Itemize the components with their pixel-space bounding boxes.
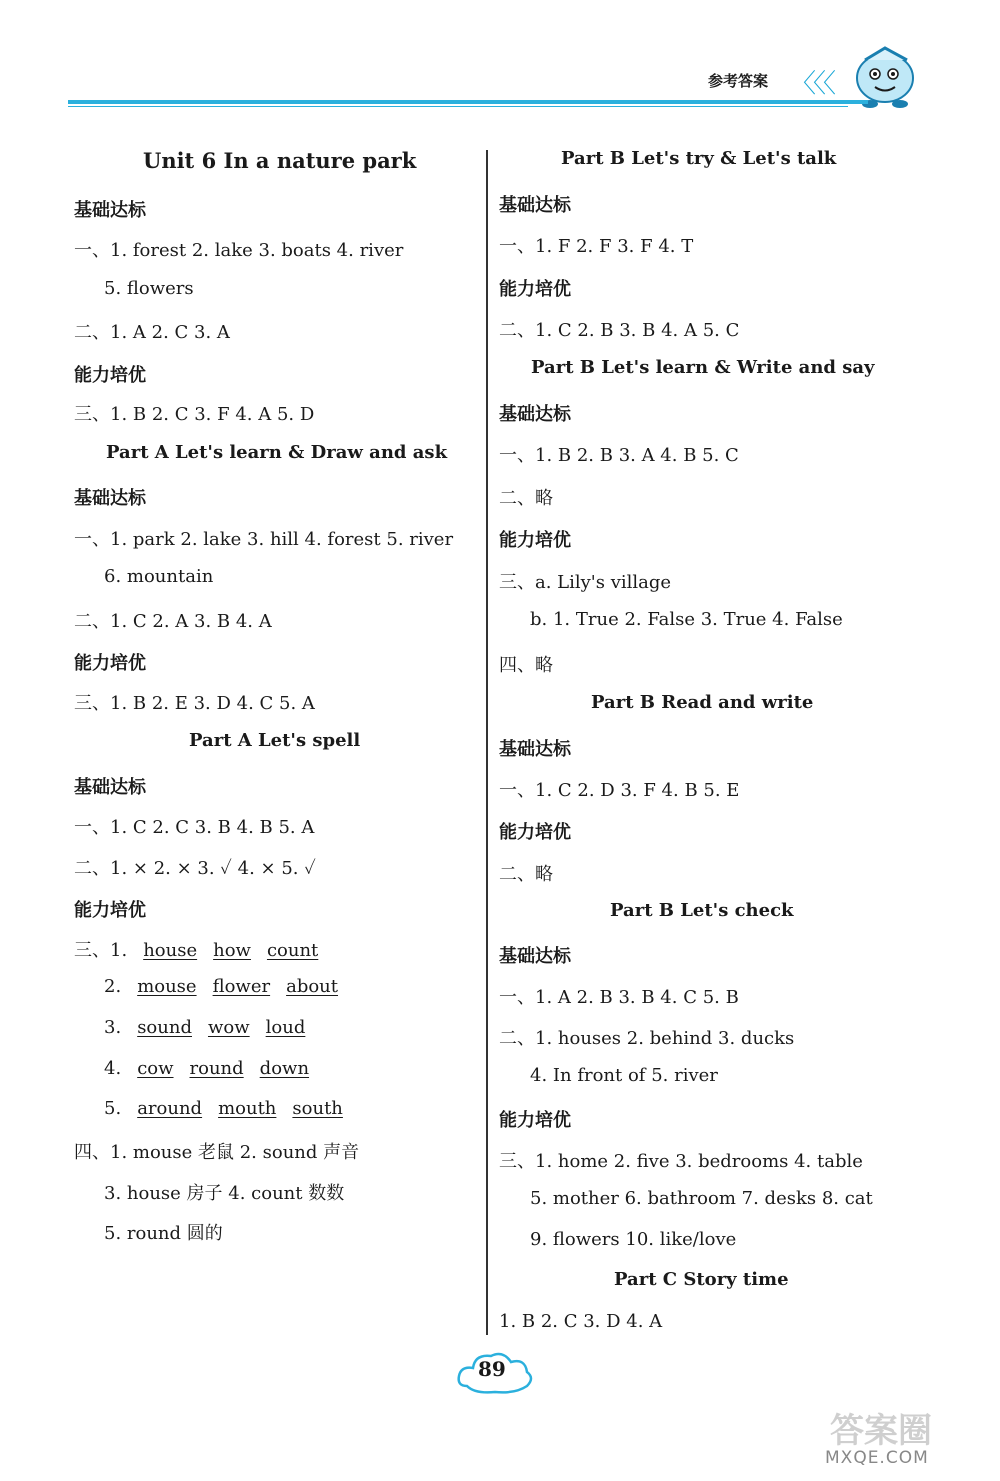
answer-line: 6. mountain xyxy=(104,566,214,587)
answer-line: 4. In front of 5. river xyxy=(530,1065,718,1086)
answer-line: 三、1. B 2. C 3. F 4. A 5. D xyxy=(74,404,315,425)
spell-word: mouse xyxy=(137,976,197,997)
section-heading: Part B Let's try & Let's talk xyxy=(561,148,837,169)
answer-line: 一、1. C 2. C 3. B 4. B 5. A xyxy=(74,817,315,838)
spell-word: sound xyxy=(137,1017,192,1038)
category-heading: 基础达标 xyxy=(499,195,571,216)
spell-num: 2. xyxy=(104,976,122,997)
svg-text:答案圈: 答案圈 xyxy=(830,1411,932,1451)
answer-line: 1. B 2. C 3. D 4. A xyxy=(499,1311,663,1332)
category-heading: 能力培优 xyxy=(74,365,146,386)
section-heading: Part B Read and write xyxy=(591,692,814,713)
answer-line: 一、1. C 2. D 3. F 4. B 5. E xyxy=(499,780,740,801)
answer-line: b. 1. True 2. False 3. True 4. False xyxy=(530,609,843,630)
header-label: 参考答案 xyxy=(708,72,769,90)
answer-line: 5. round 圆的 xyxy=(104,1223,223,1244)
answer-line: 一、1. park 2. lake 3. hill 4. forest 5. river xyxy=(74,529,454,550)
category-heading: 基础达标 xyxy=(499,404,571,425)
spell-word: flower xyxy=(212,976,271,997)
spell-word: how xyxy=(213,940,251,961)
page-number: 89 xyxy=(478,1357,506,1381)
section-heading: Part B Let's check xyxy=(610,900,794,921)
answer-line: 三、a. Lily's village xyxy=(499,572,672,593)
spell-word: wow xyxy=(207,1017,250,1038)
column-divider xyxy=(486,150,488,1335)
spell-row xyxy=(104,1017,321,1038)
section-heading: Part A Let's learn & Draw and ask xyxy=(106,442,448,463)
spell-num: 4. xyxy=(104,1058,122,1079)
section-heading: Part B Let's learn & Write and say xyxy=(531,357,875,378)
spell-row xyxy=(104,1058,325,1079)
section-heading: Part A Let's spell xyxy=(189,730,361,751)
header-rule-thin xyxy=(68,106,848,107)
spell-num: 5. xyxy=(104,1098,122,1119)
answer-line: 三、1. home 2. five 3. bedrooms 4. table xyxy=(499,1151,863,1172)
category-heading: 能力培优 xyxy=(74,653,146,674)
answer-line: 二、1. C 2. A 3. B 4. A xyxy=(74,611,272,632)
answer-line: 四、略 xyxy=(499,655,553,676)
answer-line: 四、1. mouse 老鼠 2. sound 声音 xyxy=(74,1142,360,1163)
category-heading: 能力培优 xyxy=(499,822,571,843)
category-heading: 基础达标 xyxy=(74,488,146,509)
spell-num: 三、1. xyxy=(74,940,128,961)
answer-line: 二、略 xyxy=(499,864,553,885)
spell-word: house xyxy=(143,940,198,961)
answer-line: 二、1. × 2. × 3. ✓ 4. × 5. ✓ xyxy=(74,858,316,879)
answer-line: 二、1. A 2. C 3. A xyxy=(74,322,230,343)
category-heading: 基础达标 xyxy=(74,777,146,798)
spell-word: about xyxy=(286,976,339,997)
spell-word: around xyxy=(137,1098,203,1119)
section-heading: Part C Story time xyxy=(614,1269,789,1290)
spell-row xyxy=(104,976,354,997)
spell-row xyxy=(74,936,334,962)
spell-word: mouth xyxy=(218,1098,277,1119)
answer-line: 一、1. forest 2. lake 3. boats 4. river xyxy=(74,240,404,261)
answer-line: 三、1. B 2. E 3. D 4. C 5. A xyxy=(74,693,315,714)
spell-num: 3. xyxy=(104,1017,122,1038)
spell-word: south xyxy=(292,1098,343,1119)
chevrons-icon: 〈〈〈 xyxy=(790,69,834,99)
header-rule xyxy=(68,100,868,104)
answer-line: 3. house 房子 4. count 数数 xyxy=(104,1183,345,1204)
category-heading: 能力培优 xyxy=(499,530,571,551)
unit-title: Unit 6 In a nature park xyxy=(143,148,417,173)
category-heading: 能力培优 xyxy=(499,279,571,300)
spell-word: down xyxy=(259,1058,310,1079)
category-heading: 能力培优 xyxy=(499,1110,571,1131)
answer-line: 二、1. C 2. B 3. B 4. A 5. C xyxy=(499,320,740,341)
category-heading: 基础达标 xyxy=(499,739,571,760)
answer-line: 5. mother 6. bathroom 7. desks 8. cat xyxy=(530,1188,873,1209)
answer-line: 一、1. A 2. B 3. B 4. C 5. B xyxy=(499,987,739,1008)
answer-line: 一、1. B 2. B 3. A 4. B 5. C xyxy=(499,445,739,466)
category-heading: 基础达标 xyxy=(74,200,146,221)
answer-line: 一、1. F 2. F 3. F 4. T xyxy=(499,236,694,257)
spell-word: count xyxy=(266,940,319,961)
answer-line: 二、略 xyxy=(499,488,553,509)
answer-line: 二、1. houses 2. behind 3. ducks xyxy=(499,1028,795,1049)
spell-word: cow xyxy=(137,1058,174,1079)
answer-line: 5. flowers xyxy=(104,278,194,299)
spell-word: loud xyxy=(265,1017,306,1038)
spell-row xyxy=(104,1098,359,1119)
answer-line: 9. flowers 10. like/love xyxy=(530,1229,737,1250)
spell-word: round xyxy=(189,1058,244,1079)
watermark-text: MXQE.COM xyxy=(825,1448,929,1468)
category-heading: 基础达标 xyxy=(499,946,571,967)
category-heading: 能力培优 xyxy=(74,900,146,921)
